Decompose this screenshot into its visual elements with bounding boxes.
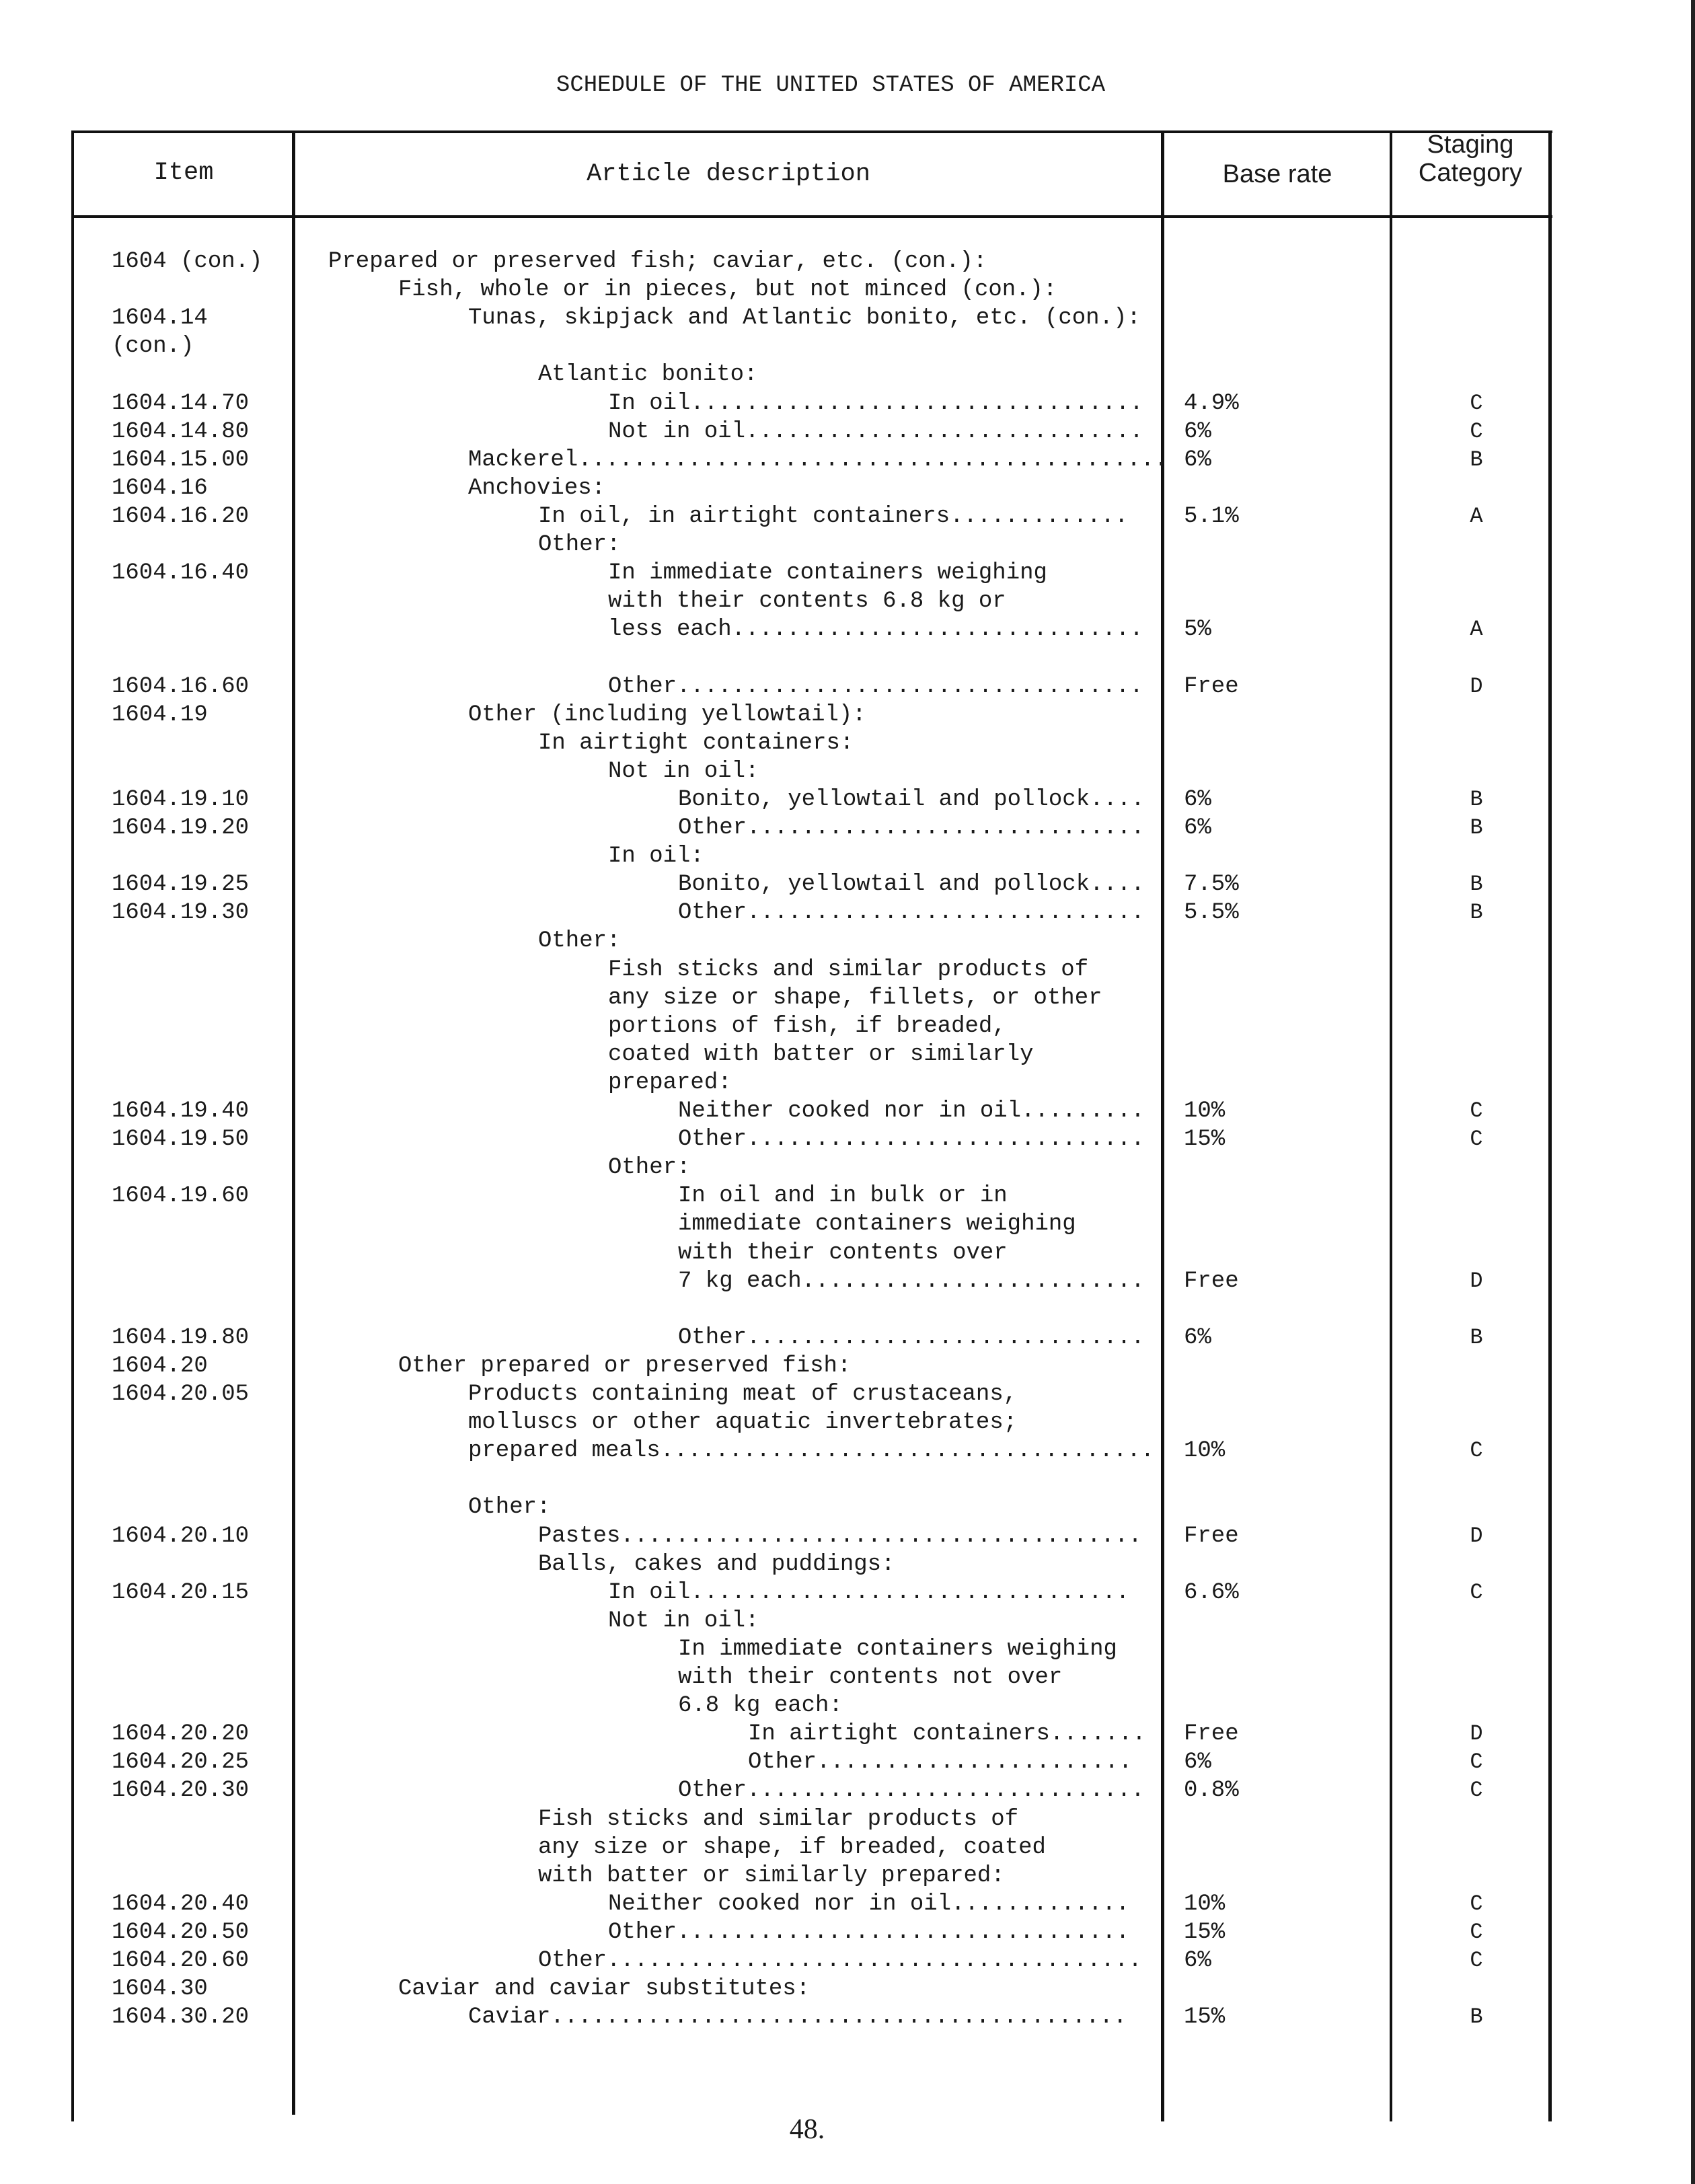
table-row [0,1382,1695,1410]
staging-category: A [1470,617,1483,642]
table-row [0,872,1695,900]
table-row [0,900,1695,928]
header-description: Article description [587,160,870,188]
base-rate: Free [1184,673,1239,700]
staging-category: C [1470,1098,1483,1123]
table-row [0,362,1695,390]
table-row [0,1325,1695,1353]
table-row [0,249,1695,277]
article-description: Anchovies: [468,475,606,501]
table-row [0,1891,1695,1920]
table-row [0,759,1695,787]
page-number: 48. [789,2114,825,2145]
item-code: 1604.20.50 [112,1919,250,1945]
article-description: any size or shape, fillets, or other [608,985,1102,1011]
article-description: prepared: [608,1069,732,1096]
table-row [0,1211,1695,1240]
item-code: 1604.30.20 [112,2004,250,2031]
item-code: 1604.20.30 [112,1778,250,1804]
table-row [0,1070,1695,1098]
table-row [0,1920,1695,1948]
base-rate: 10% [1184,1098,1226,1124]
table-row [0,1042,1695,1070]
table-row [0,560,1695,589]
header-base-rate: Base rate [1222,160,1332,188]
article-description: In immediate containers weighing [608,560,1047,587]
article-description: with their contents 6.8 kg or [608,589,1006,615]
item-code: 1604.14 [112,305,208,332]
base-rate: 5% [1184,617,1211,643]
article-description: immediate containers weighing [678,1211,1076,1238]
table-row [0,504,1695,532]
staging-category: C [1470,1749,1483,1775]
staging-category: C [1470,1778,1483,1803]
staging-category: D [1470,1268,1483,1293]
article-description: prepared meals.................................... [468,1438,1155,1464]
staging-category: B [1470,815,1483,840]
header-staging-line2: Category [1418,159,1523,187]
base-rate: 6.6% [1184,1579,1239,1606]
article-description: Other....................................... [538,1948,1142,1973]
staging-category: B [1470,872,1483,897]
article-description: Other: [608,1155,691,1181]
staging-category: D [1470,1721,1483,1747]
item-code: 1604.20.15 [112,1579,250,1606]
staging-category: B [1470,1324,1483,1350]
table-row [0,674,1695,702]
article-description: Prepared or preserved fish; caviar, etc. (con.): [328,249,987,274]
base-rate: 10% [1184,1438,1226,1464]
staging-category: C [1470,390,1483,416]
item-code: 1604.19 [112,702,208,728]
article-description: In airtight containers....... [748,1721,1146,1747]
table-row [0,2004,1695,2033]
article-description: Not in oil: [608,1608,759,1634]
article-description: coated with batter or similarly [608,1041,1034,1067]
article-description: Other................................. [608,1919,1130,1945]
table-row [0,928,1695,956]
table-row [0,985,1695,1014]
base-rate: Free [1184,1721,1239,1747]
table-row [0,391,1695,419]
table-row [0,1410,1695,1438]
article-description: Other (including yellowtail): [468,702,866,728]
table-row [0,1240,1695,1269]
item-code: 1604 (con.) [112,249,263,274]
item-code: (con.) [112,334,194,360]
table-row [0,1580,1695,1608]
item-code: 1604.19.60 [112,1183,250,1209]
table-row [0,419,1695,447]
staging-category: C [1470,1579,1483,1605]
article-description: Caviar and caviar substitutes: [398,1976,811,2002]
article-description: Tunas, skipjack and Atlantic bonito, etc. (con.): [468,305,1141,332]
base-rate: 6% [1184,815,1211,841]
base-rate: 5.1% [1184,503,1239,529]
article-description: with their contents not over [678,1665,1063,1690]
base-rate: 10% [1184,1891,1226,1917]
table-row [0,1269,1695,1297]
article-description: Balls, cakes and puddings: [538,1551,895,1577]
article-description: In oil: [608,843,704,870]
article-description: In oil and in bulk or in [678,1183,1008,1209]
table-row [0,1523,1695,1552]
article-description: Other: [538,532,621,558]
item-code: 1604.20 [112,1353,208,1379]
table-row [0,334,1695,362]
base-rate: 0.8% [1184,1778,1239,1804]
article-description: less each.............................. [608,617,1143,643]
base-rate: 15% [1184,1919,1226,1945]
table-row [0,1778,1695,1806]
article-description: Neither cooked nor in oil............. [608,1891,1130,1917]
table-row [0,1807,1695,1835]
staging-category: D [1470,1523,1483,1548]
table-row [0,1098,1695,1127]
article-description: Not in oil............................. [608,418,1143,445]
header-item: Item [153,159,214,187]
table-row [0,1297,1695,1325]
article-description: Other............................. [678,1127,1145,1153]
table-row [0,532,1695,560]
article-description: Neither cooked nor in oil......... [678,1098,1145,1124]
item-code: 1604.16.20 [112,503,250,529]
base-rate: 6% [1184,1324,1211,1351]
base-rate: 6% [1184,447,1211,473]
header-staging-line1: Staging [1427,130,1514,159]
item-code: 1604.19.50 [112,1127,250,1153]
article-description: Other: [538,928,621,954]
table-row [0,1721,1695,1749]
article-description: Bonito, yellowtail and pollock.... [678,872,1145,898]
table-row [0,447,1695,476]
table-row [0,1155,1695,1183]
item-code: 1604.14.70 [112,390,250,416]
staging-category: B [1470,786,1483,812]
base-rate: 7.5% [1184,872,1239,898]
article-description: with batter or similarly prepared: [538,1862,1005,1889]
table-row [0,1749,1695,1778]
table-row [0,815,1695,843]
table-row [0,1466,1695,1495]
article-description: portions of fish, if breaded, [608,1013,1006,1039]
item-code: 1604.15.00 [112,447,250,473]
item-code: 1604.16.40 [112,560,250,587]
item-code: 1604.19.80 [112,1324,250,1351]
table-row [0,617,1695,645]
article-description: Other............................. [678,1778,1145,1804]
article-description: Other............................. [678,815,1145,841]
table-row [0,589,1695,617]
table-row [0,1835,1695,1863]
article-description: In immediate containers weighing [678,1636,1117,1662]
article-description: Other............................. [678,1324,1145,1351]
base-rate: 6% [1184,1749,1211,1776]
base-rate: 5.5% [1184,900,1239,926]
table-row [0,1014,1695,1042]
item-code: 1604.16.60 [112,673,250,700]
table-row [0,1608,1695,1636]
article-description: Products containing meat of crustaceans, [468,1382,1018,1407]
base-rate: 15% [1184,1127,1226,1153]
table-row [0,1438,1695,1466]
staging-category: C [1470,1948,1483,1973]
table-row [0,730,1695,759]
staging-category: C [1470,1891,1483,1916]
item-code: 1604.19.20 [112,815,250,841]
staging-category: C [1470,418,1483,444]
article-description: Pastes...................................... [538,1523,1142,1549]
article-description: Fish sticks and similar products of [538,1806,1019,1832]
staging-category: C [1470,1127,1483,1152]
base-rate: Free [1184,1268,1239,1294]
article-description: Other: [468,1495,551,1521]
base-rate: 15% [1184,2004,1226,2031]
article-description: Mackerel........................................... [468,447,1168,473]
article-description: 6.8 kg each: [678,1693,843,1719]
table-row [0,1636,1695,1665]
article-description: Caviar.......................................... [468,2004,1127,2031]
scan-edge [1691,0,1695,2184]
table-row [0,787,1695,815]
page-title: SCHEDULE OF THE UNITED STATES OF AMERICA [556,73,1106,98]
table-row [0,843,1695,872]
item-code: 1604.20.60 [112,1948,250,1973]
table-row [0,645,1695,673]
base-rate: 6% [1184,786,1211,813]
table-row [0,1127,1695,1155]
article-description: Other............................. [678,900,1145,926]
table-row [0,277,1695,305]
item-code: 1604.19.40 [112,1098,250,1124]
table-row [0,1183,1695,1211]
article-description: In oil................................ [608,1579,1130,1606]
item-code: 1604.20.20 [112,1721,250,1747]
staging-category: C [1470,1438,1483,1464]
table-row [0,1976,1695,2004]
table-row [0,1495,1695,1523]
table-row [0,1552,1695,1580]
item-code: 1604.20.25 [112,1749,250,1776]
item-code: 1604.19.10 [112,786,250,813]
base-rate: 6% [1184,418,1211,445]
item-code: 1604.20.05 [112,1382,250,1407]
article-description: Not in oil: [608,758,759,784]
staging-category: A [1470,503,1483,529]
staging-category: B [1470,2004,1483,2030]
table-row [0,1665,1695,1693]
table-row [0,305,1695,334]
article-description: 7 kg each......................... [678,1268,1145,1294]
table-row [0,476,1695,504]
staging-category: B [1470,447,1483,472]
table-row [0,702,1695,730]
item-code: 1604.20.40 [112,1891,250,1917]
item-code: 1604.30 [112,1976,208,2002]
article-description: In oil................................. [608,390,1143,416]
item-code: 1604.19.30 [112,900,250,926]
base-rate: Free [1184,1523,1239,1549]
staging-category: C [1470,1919,1483,1945]
staging-category: B [1470,900,1483,926]
item-code: 1604.14.80 [112,418,250,445]
article-description: any size or shape, if breaded, coated [538,1834,1046,1860]
article-description: Other....................... [748,1749,1133,1776]
article-description: In airtight containers: [538,730,854,756]
base-rate: 4.9% [1184,390,1239,416]
table-row [0,957,1695,985]
article-description: Bonito, yellowtail and pollock.... [678,786,1145,813]
base-rate: 6% [1184,1948,1211,1973]
item-code: 1604.19.25 [112,872,250,898]
article-description: molluscs or other aquatic invertebrates; [468,1410,1018,1436]
table-row [0,1353,1695,1382]
table-row [0,1693,1695,1721]
article-description: In oil, in airtight containers............. [538,503,1129,529]
item-code: 1604.20.10 [112,1523,250,1549]
item-code: 1604.16 [112,475,208,501]
article-description: Fish, whole or in pieces, but not minced (con.): [398,277,1057,303]
staging-category: D [1470,673,1483,699]
article-description: Other.................................. [608,673,1143,700]
table-row [0,1863,1695,1891]
article-description: with their contents over [678,1240,1008,1266]
table-row [0,1948,1695,1976]
article-description: Other prepared or preserved fish: [398,1353,852,1379]
article-description: Fish sticks and similar products of [608,956,1089,983]
article-description: Atlantic bonito: [538,362,758,388]
